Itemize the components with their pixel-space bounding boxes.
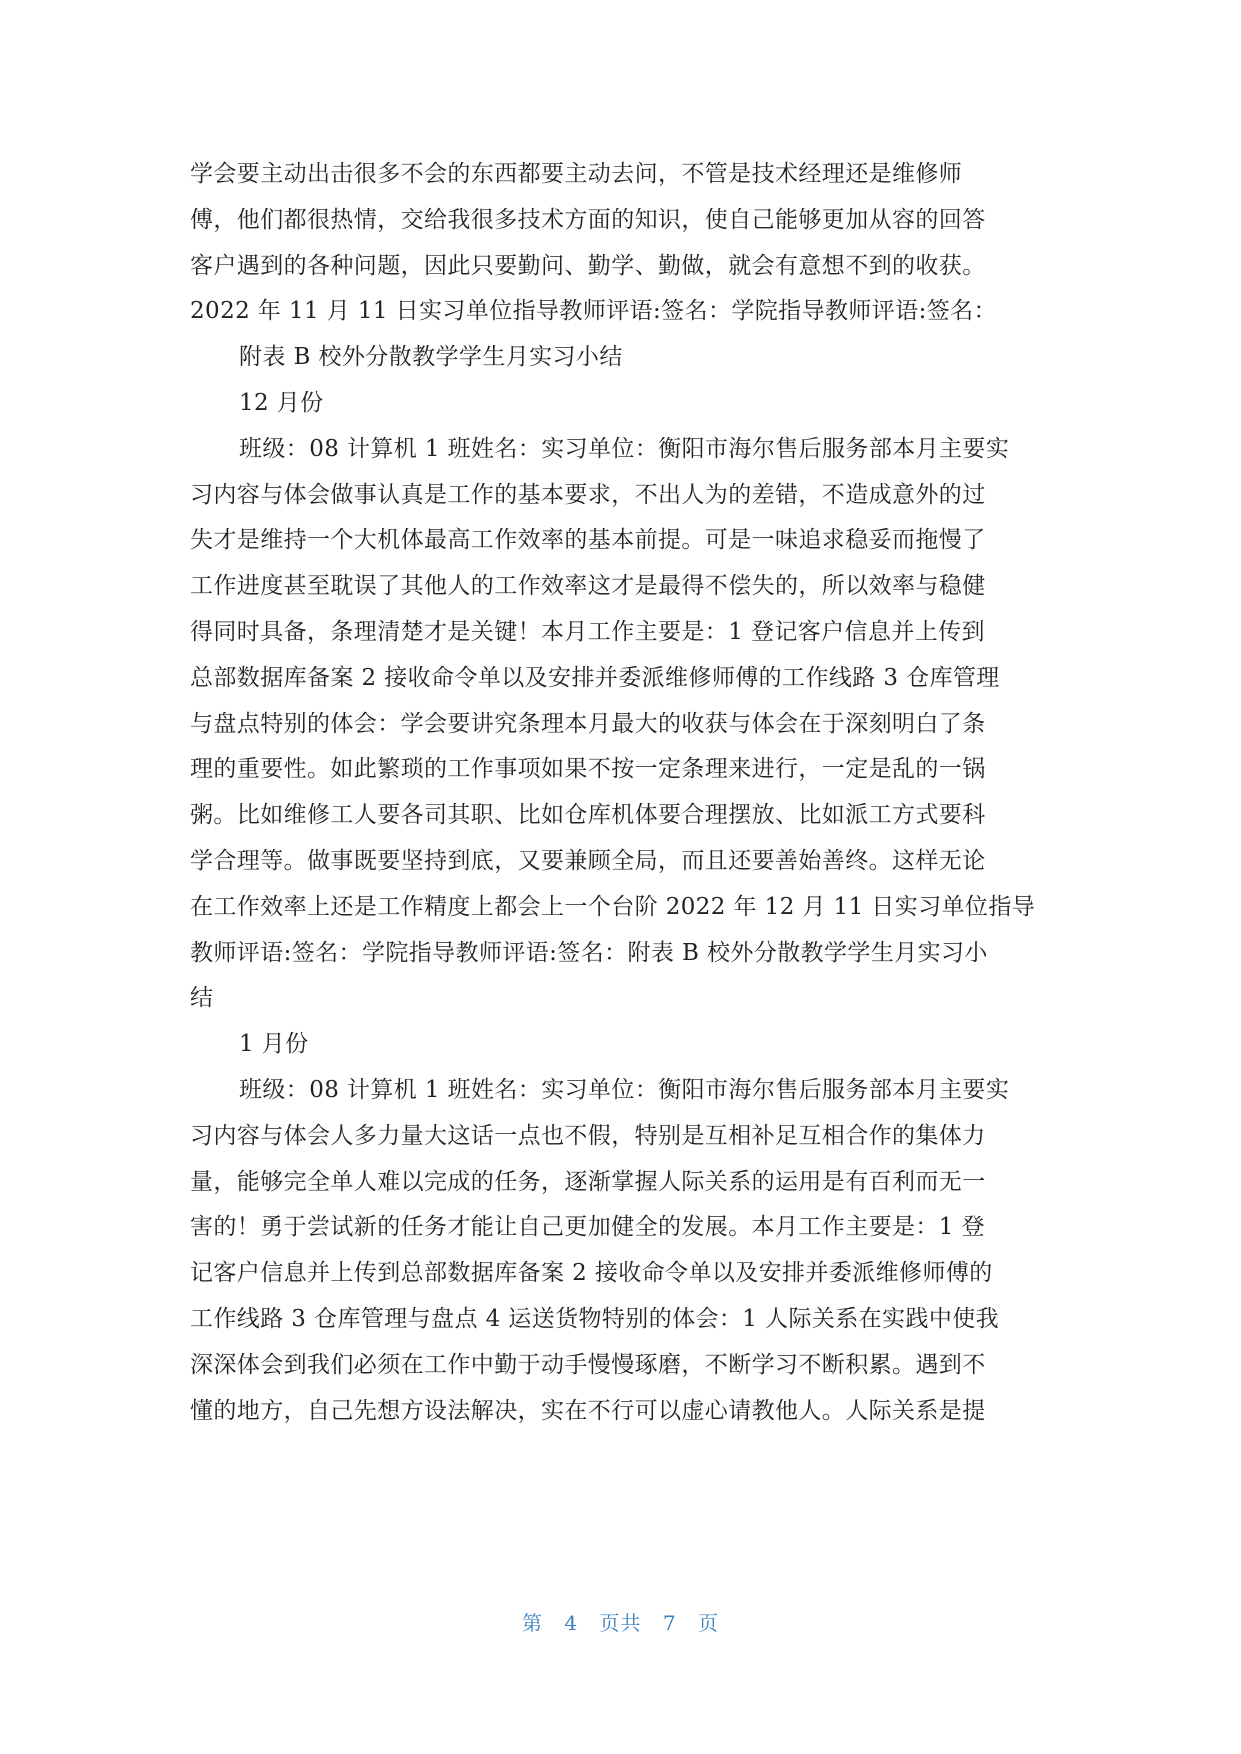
text-line: 工作线路 3 仓库管理与盘点 4 运送货物特别的体会：1 人际关系在实践中使我	[190, 1305, 1000, 1332]
footer-prefix: 第	[522, 1611, 544, 1635]
text-line: 习内容与体会人多力量大这话一点也不假，特别是互相补足互相合作的集体力	[190, 1122, 986, 1149]
text-line: 量，能够完全单人难以完成的任务，逐渐掌握人际关系的运用是有百利而无一	[190, 1168, 986, 1195]
text-line: 班级：08 计算机 1 班姓名：实习单位：衡阳市海尔售后服务部本月主要实	[239, 435, 1010, 462]
text-line: 班级：08 计算机 1 班姓名：实习单位：衡阳市海尔售后服务部本月主要实	[239, 1076, 1010, 1103]
page-number-footer	[0, 1607, 1241, 1636]
text-line: 懂的地方，自己先想方设法解决，实在不行可以虚心请教他人。人际关系是提	[190, 1397, 986, 1424]
text-line: 记客户信息并上传到总部数据库备案 2 接收命令单以及安排并委派维修师傅的	[190, 1260, 993, 1287]
text-line: 与盘点特别的体会：学会要讲究条理本月最大的收获与体会在于深刻明白了条	[190, 710, 986, 737]
month-label: 1 月份	[239, 1031, 309, 1058]
footer-suffix: 页	[697, 1611, 719, 1635]
text-line: 学合理等。做事既要坚持到底，又要兼顾全局，而且还要善始善终。这样无论	[190, 847, 986, 874]
text-line: 在工作效率上还是工作精度上都会上一个台阶 2022 年 12 月 11 日实习单位指导	[190, 893, 1036, 920]
text-line: 总部数据库备案 2 接收命令单以及安排并委派维修师傅的工作线路 3 仓库管理	[190, 664, 1000, 691]
text-line: 傅，他们都很热情，交给我很多技术方面的知识，使自己能够更加从容的回答	[190, 206, 986, 233]
text-line: 工作进度甚至耽误了其他人的工作效率这才是最得不偿失的，所以效率与稳健	[190, 573, 986, 600]
text-line: 失才是维持一个大机体最高工作效率的基本前提。可是一味追求稳妥而拖慢了	[190, 527, 986, 554]
text-line: 结	[190, 985, 214, 1012]
text-line: 教师评语:签名：学院指导教师评语:签名：附表 B 校外分散教学学生月实习小	[190, 939, 988, 966]
footer-middle: 页共	[599, 1611, 642, 1635]
text-line: 客户遇到的各种问题，因此只要勤问、勤学、勤做，就会有意想不到的收获。	[190, 252, 986, 279]
text-line: 深深体会到我们必须在工作中勤于动手慢慢琢磨，不断学习不断积累。遇到不	[190, 1351, 986, 1378]
text-line: 2022 年 11 月 11 日实习单位指导教师评语:签名：学院指导教师评语:签名：	[190, 298, 997, 325]
section-heading: 附表 B 校外分散教学学生月实习小结	[239, 344, 623, 371]
document-body	[190, 152, 1052, 1434]
text-line: 学会要主动出击很多不会的东西都要主动去问，不管是技术经理还是维修师	[190, 161, 963, 187]
footer-current-page: 4	[564, 1611, 579, 1635]
month-label: 12 月份	[239, 389, 324, 416]
text-line: 习内容与体会做事认真是工作的基本要求，不出人为的差错，不造成意外的过	[190, 481, 986, 508]
text-line: 得同时具备，条理清楚才是关键！本月工作主要是：1 登记客户信息并上传到	[190, 618, 985, 645]
text-line: 粥。比如维修工人要各司其职、比如仓库机体要合理摆放、比如派工方式要科	[190, 802, 986, 829]
text-line: 理的重要性。如此繁琐的工作事项如果不按一定条理来进行，一定是乱的一锅	[190, 756, 986, 783]
text-line: 害的！勇于尝试新的任务才能让自己更加健全的发展。本月工作主要是：1 登	[190, 1214, 985, 1241]
footer-total-pages: 7	[662, 1611, 677, 1635]
